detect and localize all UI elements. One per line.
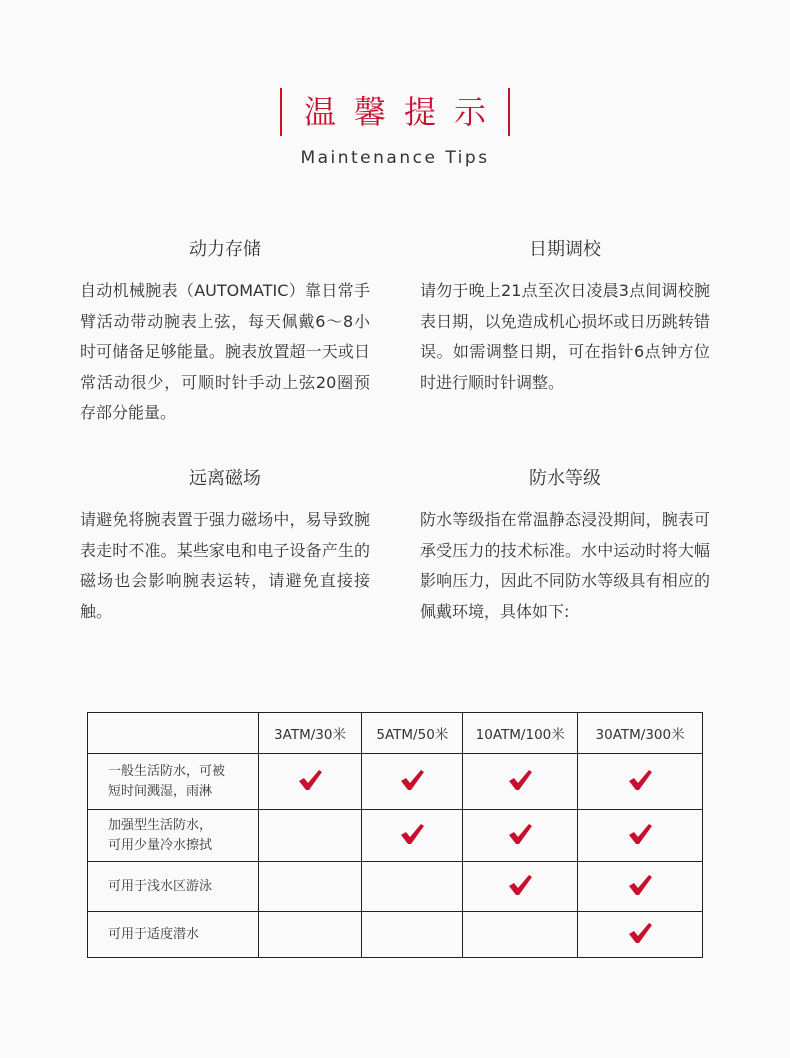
row-label-line: 加强型生活防水， <box>108 817 213 833</box>
table-header-cell: 5ATM/50米 <box>362 713 463 754</box>
red-checkmark-icon <box>627 921 653 945</box>
page-title: 温馨提示 <box>303 93 504 131</box>
table-row <box>88 754 703 810</box>
section-heading: 防水等级 <box>529 468 601 489</box>
row-label <box>88 862 259 912</box>
red-checkmark-icon <box>627 873 653 897</box>
table-header-cell: 3ATM/30米 <box>258 713 362 754</box>
row-label-line: 可用少量冷水擦拭 <box>108 837 213 853</box>
table-row <box>88 912 703 958</box>
red-checkmark-icon <box>627 822 653 846</box>
section-body: 请勿于晚上21点至次日凌晨3点间调校腕表日期，以免造成机心损坏或日历跳转错误。如需调整日期，可在指针6点钟方位时进行顺时针调整。 <box>420 281 710 392</box>
row-label <box>88 912 259 958</box>
check-cell <box>463 754 578 810</box>
section-heading: 远离磁场 <box>189 468 261 489</box>
row-label-line: 短时间溅湿，雨淋 <box>108 783 213 799</box>
title-left-bar <box>280 88 282 136</box>
check-cell <box>362 754 463 810</box>
check-cell <box>578 810 703 862</box>
red-checkmark-icon <box>507 768 533 792</box>
table-header-row <box>88 713 703 754</box>
page-subtitle: Maintenance Tips <box>300 148 490 168</box>
header <box>0 80 790 168</box>
red-checkmark-icon <box>297 768 323 792</box>
red-checkmark-icon <box>507 873 533 897</box>
section-body: 请避免将腕表置于强力磁场中，易导致腕表走时不准。某些家电和电子设备产生的磁场也会影响腕表运转，请避免直接接触。 <box>80 510 370 621</box>
red-checkmark-icon <box>399 822 425 846</box>
row-label <box>88 754 259 810</box>
table-row <box>88 862 703 912</box>
check-cell <box>362 912 463 958</box>
row-label-line: 一般生活防水，可被 <box>108 763 226 779</box>
section-heading: 日期调校 <box>529 239 601 260</box>
title-wrap <box>280 80 510 144</box>
red-checkmark-icon <box>627 768 653 792</box>
check-cell <box>463 810 578 862</box>
red-checkmark-icon <box>399 768 425 792</box>
section-date-adjust <box>420 238 710 398</box>
check-cell <box>258 754 362 810</box>
red-checkmark-icon <box>507 822 533 846</box>
check-cell <box>578 754 703 810</box>
table-header-cell: 10ATM/100米 <box>463 713 578 754</box>
check-cell <box>578 912 703 958</box>
table-row <box>88 810 703 862</box>
section-body: 防水等级指在常温静态浸没期间，腕表可承受压力的技术标准。水中运动时将大幅影响压力，因此不同防水等级具有相应的佩戴环境，具体如下: <box>420 510 710 621</box>
title-right-bar <box>508 88 510 136</box>
section-body: 自动机械腕表（AUTOMATIC）靠日常手臂活动带动腕表上弦，每天佩戴6～8小时可储备足够能量。腕表放置超一天或日常活动很少，可顺时针手动上弦20圈预存部分能量。 <box>80 281 370 422</box>
check-cell <box>578 862 703 912</box>
check-cell <box>258 810 362 862</box>
check-cell <box>463 912 578 958</box>
table-header-cell: 30ATM/300米 <box>578 713 703 754</box>
section-water-resistance <box>420 467 710 627</box>
section-heading: 动力存储 <box>189 239 261 260</box>
table-header-cell <box>88 713 259 754</box>
section-magnetic <box>80 467 370 627</box>
check-cell <box>258 912 362 958</box>
row-label <box>88 810 259 862</box>
section-power-reserve <box>80 238 370 429</box>
row-label-line: 可用于适度潜水 <box>108 926 200 942</box>
check-cell <box>258 862 362 912</box>
check-cell <box>362 810 463 862</box>
check-cell <box>362 862 463 912</box>
row-label-line: 可用于浅水区游泳 <box>108 878 213 894</box>
check-cell <box>463 862 578 912</box>
water-resistance-table <box>87 712 703 958</box>
